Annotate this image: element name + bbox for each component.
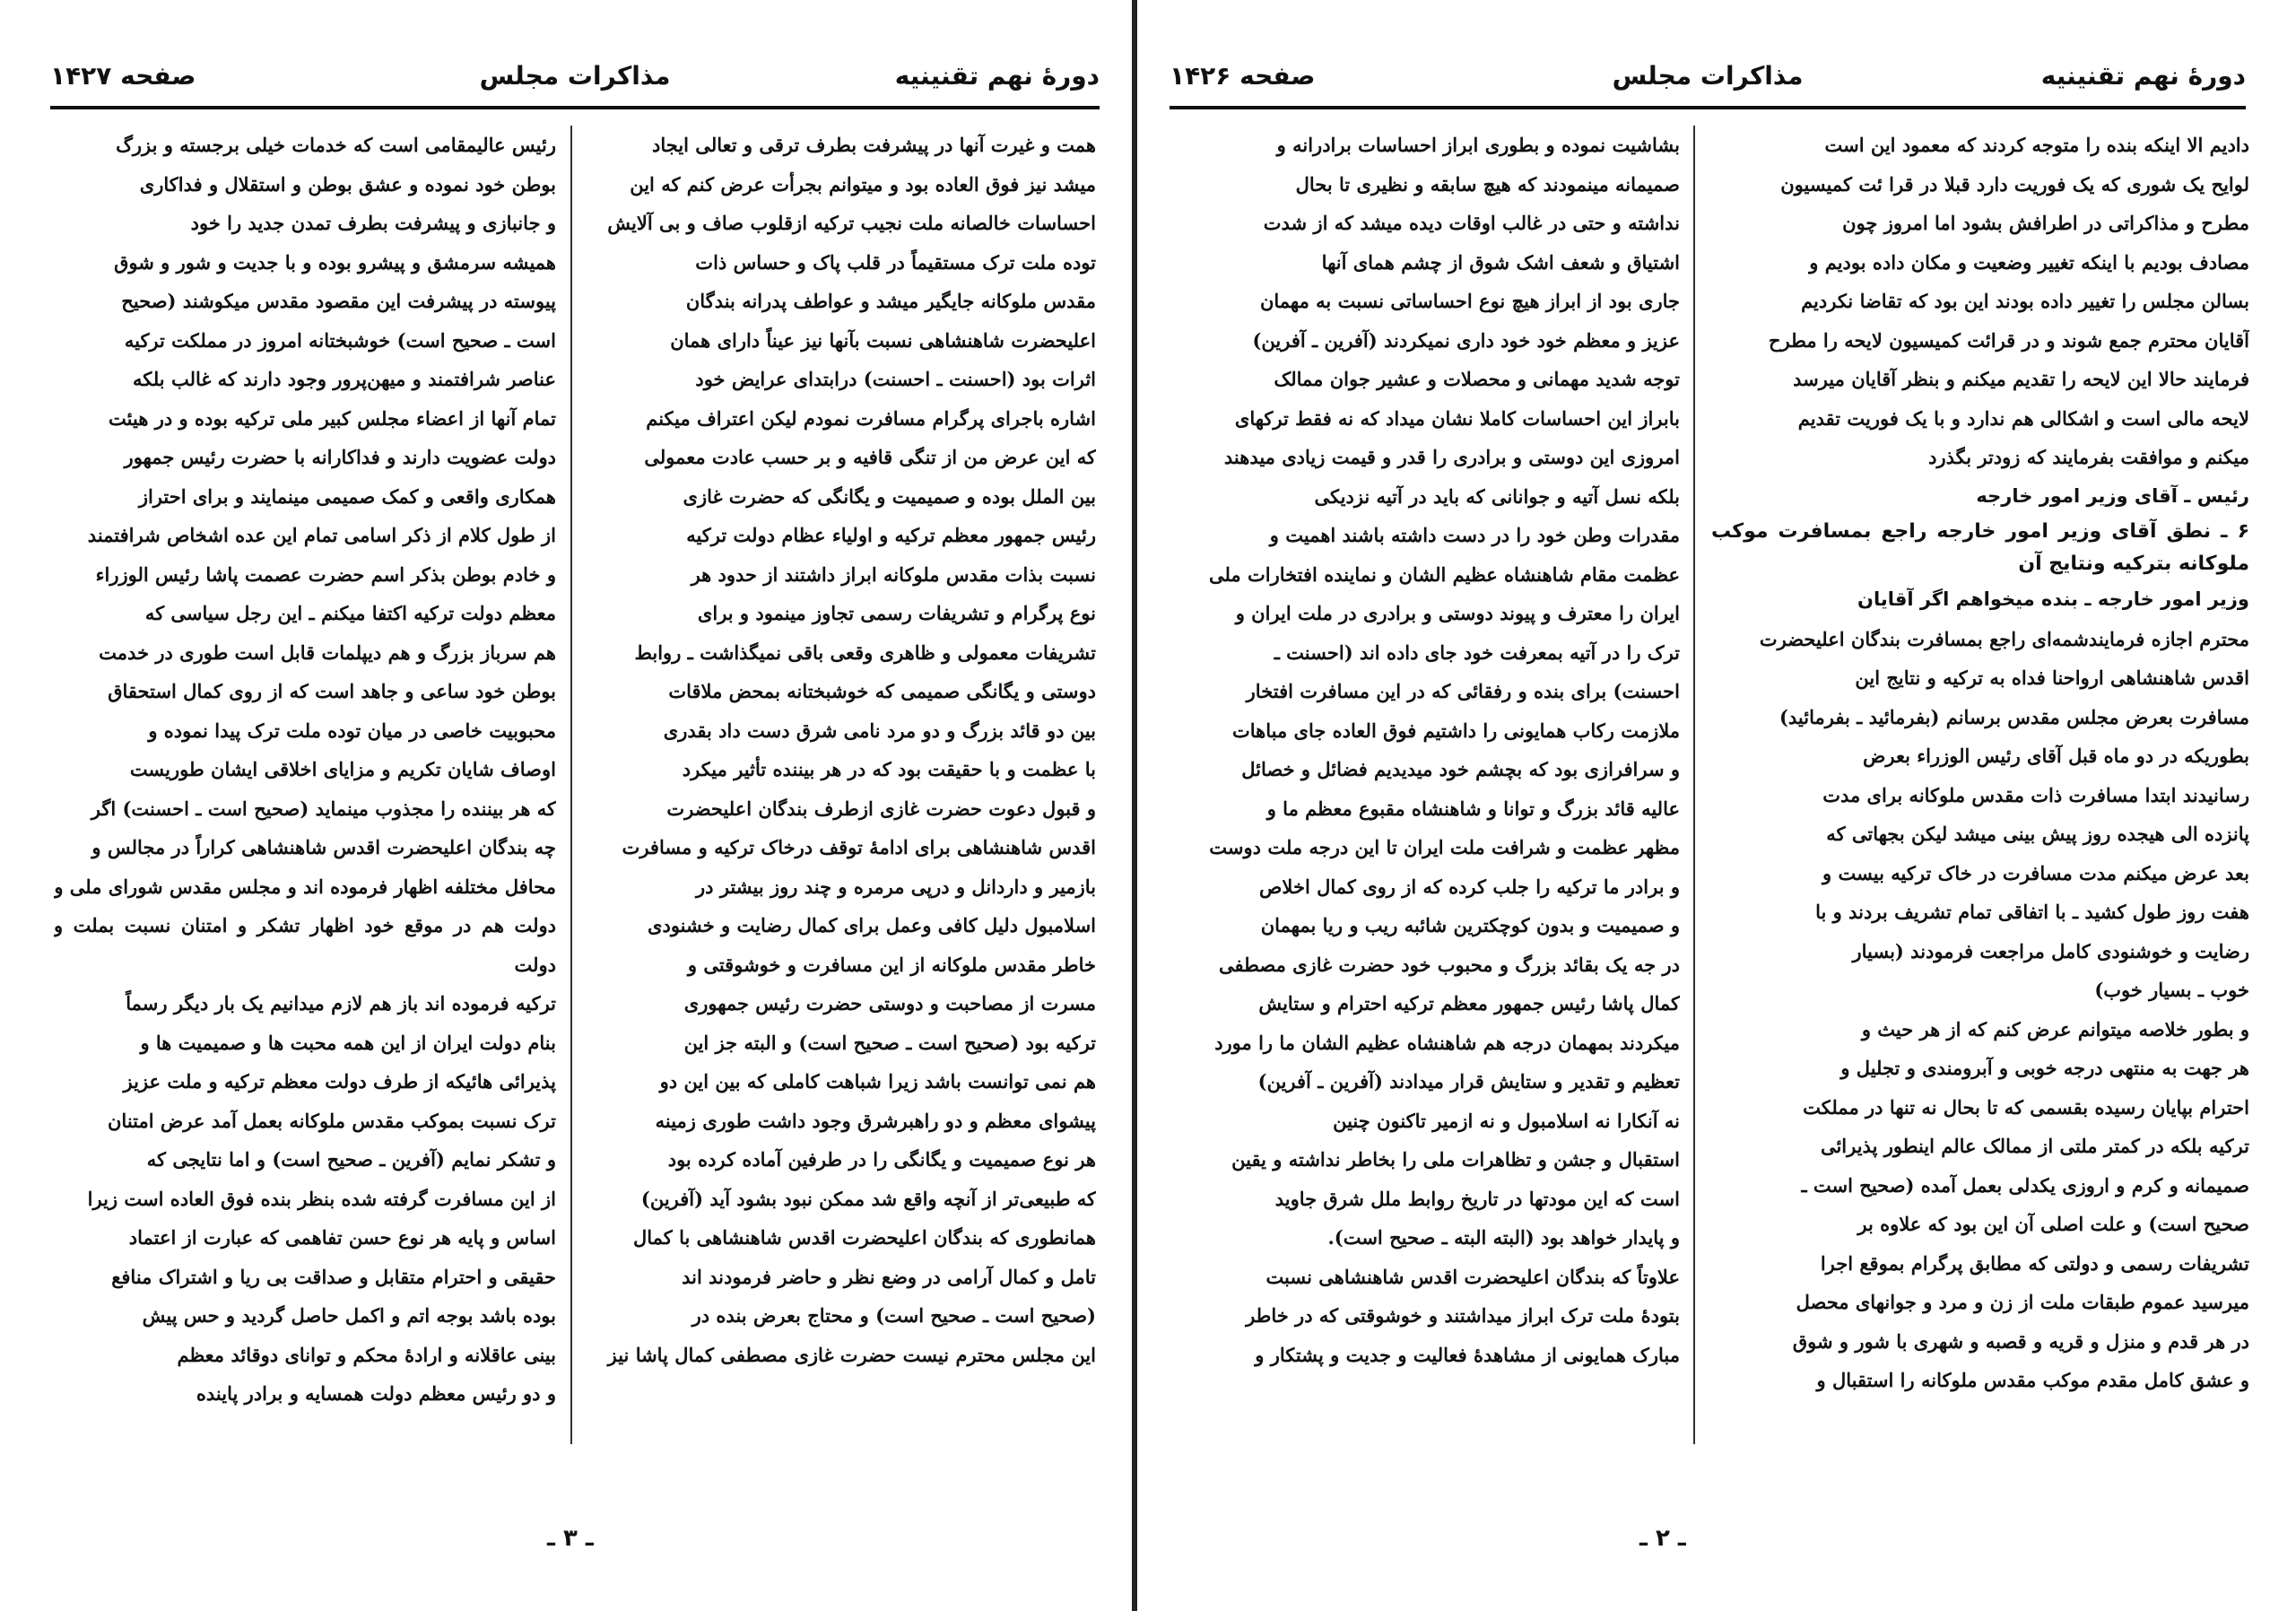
text-line: مطرح و مذاکراتی در اطرافش بشود اما امروز چون (1842, 212, 2249, 234)
page-number: صفحه ۱۴۲۶ (1170, 61, 1316, 91)
text-line: پانزده الی هیجده روز پیش بینی میشد لیکن بجهاتی که (1826, 823, 2249, 845)
text-line: بوطن خود نموده و عشق بوطن و استقلال و فداکاری (139, 172, 556, 196)
text-line: با عظمت و با حقیقت بود که در هر بیننده تأثیر میکرد (682, 758, 1096, 780)
text-line: نه آنکارا نه اسلامبول و نه ازمیر تاکنون چنین (1333, 1109, 1680, 1132)
text-line: اشاره باجرای پرگرام مسافرت نمودم لیکن اعتراف میکنم (646, 406, 1096, 430)
left-page-header (50, 54, 1100, 108)
left-page-column-right (585, 126, 1096, 1462)
text-line: بوطن خود ساعی و جاهد است که از روی کمال استحقاق (108, 680, 556, 702)
text-line: خوب ـ بسیار خوب) (2094, 979, 2249, 1001)
right-page-header (1170, 54, 2246, 108)
text-line: میرسید عموم طبقات ملت از زن و مرد و جوانهای محصل (1796, 1291, 2249, 1313)
text-line: تشریفات رسمی و دولتی که مطابق پرگرام بموقع اجرا (1820, 1251, 2249, 1275)
text-line: تشریفات معمولی و ظاهری وقعی باقی نمیگذاشت ـ روابط (634, 640, 1096, 664)
text-line: اساس و پایه هر نوع حسن تفاهمی که عبارت از اعتماد (128, 1226, 556, 1249)
text-line: نسبت بذات مقدس ملوکانه ابراز داشتند از حدود هر (691, 562, 1096, 586)
text-line: بنام دولت ایران از این همه محبت ها و صمیمیت ها و (140, 1031, 556, 1054)
text-line: از این مسافرت گرفته شده بنظر بنده فوق العاده است زیرا (87, 1187, 556, 1210)
text-line: تعظیم و تقدیر و ستایش قرار میدادند (آفرین ـ آفرین) (1257, 1070, 1680, 1093)
text-line: اوصاف شایان تکریم و مزایای اخلاقی ایشان طوریست (129, 758, 556, 780)
text-line: از طول کلام از ذکر اسامی تمام این عده اشخاص شرافتمند (87, 524, 556, 546)
text-line: ایران را معترف و پیوند دوستی و برادری در ملت ایران و (1235, 602, 1680, 624)
text-line: دوستی و یگانگی صمیمی که خوشبختانه بمحض ملاقات (668, 680, 1096, 702)
text-line: مقدس ملوکانه جایگیر میشد و عواطف پدرانه بندگان (685, 290, 1096, 312)
text-line: که هر بیننده را مجذوب مینماید (صحیح است ـ احسنت) اگر (91, 797, 556, 820)
text-line: هر نوع صمیمیت و یگانگی را در طرفین آماده کرده بود (667, 1148, 1096, 1171)
left-page-column-left (54, 126, 556, 1462)
text-line: توده ملت ترک مستقیماً در قلب پاک و حساس ذات (695, 250, 1096, 274)
text-line: و پایدار خواهد بود (البته البته ـ صحیح است). (1327, 1226, 1680, 1249)
text-line: همکاری واقعی و کمک صمیمی مینمایند و برای احتراز (138, 484, 556, 508)
text-line: اشتیاق و شعف اشک شوق از چشم همای آنها (1321, 250, 1680, 274)
header-rule (1170, 106, 2246, 109)
text-line: ترکیه فرموده اند باز هم لازم میدانیم یک بار دیگر رسماً (126, 992, 556, 1014)
section-heading: ۶ ـ نطق آقای وزیر امور خارجه راجع بمسافرت موکب ملوکانه بترکیه ونتایج آن (1711, 520, 2249, 575)
text-line: کمال پاشا رئیس جمهور معظم ترکیه احترام و ستایش (1258, 992, 1680, 1014)
text-line: بسالن مجلس را تغییر داده بودند این بود که تقاضا نکردیم (1801, 290, 2249, 312)
text-line: استقبال و جشن و تظاهرات ملی را بخاطر نداشته و یقین (1231, 1148, 1680, 1171)
text-line: و تشکر نمایم (آفرین ـ صحیح است) و اما نتایجی که (146, 1148, 556, 1171)
text-line: که این عرض من از تنگی قافیه و بر حسب عادت معمولی (644, 446, 1096, 468)
text-line: جاری بود از ابراز هیچ نوع احساساتی نسبت به مهمان (1259, 290, 1680, 312)
text-line: است که این مودتها در تاریخ روابط ملل شرق جاوید (1274, 1187, 1680, 1210)
text-line: مسافرت بعرض مجلس مقدس برسانم (بفرمائید ـ بفرمائید) (1779, 705, 2249, 728)
text-line: امروزی این دوستی و برادری را قدر و قیمت زیادی میدهند (1223, 446, 1680, 468)
text-line: عالیه قائد بزرگ و توانا و شاهنشاه مقبوع معظم ما و (1266, 797, 1680, 820)
text-line: تمام آنها از اعضاء مجلس کبیر ملی ترکیه بوده و در هیئت (109, 406, 556, 430)
text-line: و خادم بوطن بذکر اسم حضرت عصمت پاشا رئیس الوزراء (95, 562, 556, 586)
text-line: ملازمت رکاب همایونی را داشتیم فوق العاده جای مباهات (1232, 718, 1680, 742)
text-line: مصادف بودیم با اینکه تغییر وضعیت و مکان داده بودیم و (1809, 250, 2249, 274)
right-page (1137, 0, 2296, 1611)
text-line: ترکیه بود (صحیح است ـ صحیح است) و البته جز این (683, 1031, 1096, 1054)
text-line: لایحه مالی است و اشکالی هم ندارد و با یک فوریت تقدیم (1797, 406, 2249, 430)
text-line: که طبیعی‌تر از آنچه واقع شد ممکن نبود بشود آید (آفرین) (640, 1187, 1096, 1210)
page-folio: ـ ۳ ـ (547, 1525, 594, 1552)
text-line: بینی عاقلانه و ارادهٔ محکم و توانای دوقائد معظم (177, 1343, 556, 1366)
text-line: هم نمی توانست باشد زیرا شباهت کاملی که بین این دو (659, 1070, 1096, 1093)
text-line: همیشه سرمشق و پیشرو بوده و با جدیت و شور و شوق (114, 250, 556, 274)
text-line: پیوسته در پیشرفت این مقصود مقدس میکوشند (صحیح (121, 290, 556, 312)
text-line: ترک نسبت بموکب مقدس ملوکانه بعمل آمد عرض امتنان (108, 1109, 556, 1132)
text-line: (صحیح است ـ صحیح است) و محتاج بعرض بنده در (691, 1304, 1096, 1327)
text-line: هر جهت به منتهی درجه خوبی و آبرومندی و تجلیل و (1840, 1057, 2249, 1079)
text-line: رسانیدند ابتدا مسافرت ذات مقدس ملوکانه برای مدت (1822, 783, 2249, 806)
text-line: هفت روز طول کشید ـ با اتفاقی تمام تشریف بردند و با (1815, 901, 2249, 923)
right-page-column-left (1173, 126, 1680, 1462)
left-page (0, 0, 1132, 1611)
text-line: اقدس شاهنشاهی ارواحنا فداه به ترکیه و نتایج این (1855, 666, 2249, 689)
text-line: پیشوای معظم و دو راهبرشرق وجود داشت طوری زمینه (655, 1109, 1096, 1132)
speaker-line: رئیس ـ آقای وزیر امور خارجه (1976, 484, 2249, 507)
text-line: مبارک همایونی از مشاهدهٔ فعالیت و جدیت و پشتکار و (1255, 1343, 1680, 1366)
text-line: مقدرات وطن خود را در دست داشته باشند اهمیت و (1269, 524, 1680, 546)
page-title: مذاکرات مجلس (479, 61, 671, 91)
text-line: احساسات خالصانه ملت نجیب ترکیه ازقلوب صاف و بی آلایش (607, 212, 1096, 234)
text-line: میکردند بمهمان درجه هم شاهنشاه عظیم الشان ما را مورد (1214, 1031, 1680, 1054)
text-line: بین دو قائد بزرگ و دو مرد نامی شرق دست داد بقدری (663, 718, 1096, 742)
text-line: و قبول دعوت حضرت غازی ازطرف بندگان اعلیحضرت (666, 797, 1096, 820)
text-line: است ـ صحیح است) خوشبختانه امروز در مملکت ترکیه (124, 328, 556, 352)
speaker-line: وزیر امور خارجه ـ بنده میخواهم اگر آقایان (1857, 588, 2249, 610)
text-line: علاوتاً که بندگان اعلیحضرت اقدس شاهنشاهی نسبت (1265, 1265, 1680, 1288)
text-line: در جه یک بقائد بزرگ و محبوب خود حضرت غازی مصطفی (1219, 953, 1680, 976)
text-line: بتودهٔ ملت ترک ابراز میداشتند و خوشوقتی که در خاطر (1246, 1304, 1680, 1327)
header-rule (50, 106, 1100, 109)
text-line: محبوبیت خاصی در میان توده ملت ترک پیدا نموده و (148, 718, 556, 742)
text-line: حقیقی و احترام متقابل و صداقت بی ریا و اشتراک منافع (111, 1265, 556, 1288)
text-line: بوده باشد بوجه اتم و اکمل حاصل گردید و حس پیش (142, 1304, 556, 1327)
text-line: بشاشیت نموده و بطوری ابراز احساسات برادرانه و (1276, 134, 1680, 156)
text-line: و صمیمیت و بدون کوچکترین شائبه ریب و ریا بمهمان (1260, 914, 1680, 936)
text-line: بازمیر و داردانل و درپی مرمره و چند روز بیشتر در (696, 875, 1096, 898)
column-divider (570, 126, 572, 1444)
text-line: رئیس جمهور معظم ترکیه و اولیاء عظام دولت ترکیه (686, 524, 1096, 546)
page-title: مذاکرات مجلس (1612, 61, 1804, 91)
text-line: اعلیحضرت شاهنشاهی نسبت بآنها نیز عیناً دارای همان (670, 328, 1096, 352)
page-number: صفحه ۱۴۲۷ (50, 61, 196, 91)
text-line: تامل و کمال آرامی در وضع نظر و حاضر فرمودند اند (682, 1265, 1096, 1288)
text-line: دادیم الا اینکه بنده را متوجه کردند که معمود این است (1824, 134, 2249, 156)
column-divider (1693, 126, 1695, 1444)
text-line: و دو رئیس معظم دولت همسایه و برادر پاینده (196, 1382, 556, 1405)
text-line: دولت عضویت دارند و فداکارانه با حضرت رئیس جمهور (124, 446, 556, 468)
page-folio: ـ ۲ ـ (1639, 1525, 1686, 1552)
text-line: و بطور خلاصه میتوانم عرض کنم که از هر حیث و (1861, 1017, 2249, 1041)
text-line: پذیرائی هائیکه از طرف دولت معظم ترکیه و ملت عزیز (123, 1070, 556, 1093)
text-line: عناصر شرافتمند و میهن‌پرور وجود دارند که غالب بلکه (133, 368, 556, 390)
text-line: صمیمانه مینمودند که هیچ سابقه و نظیری تا بحال (1295, 172, 1680, 196)
right-page-column-right (1711, 126, 2249, 1462)
text-line: نداشته و حتی در غالب اوقات دیده میشد که از شدت (1263, 212, 1680, 234)
text-line: بعد عرض میکنم مدت مسافرت در خاک ترکیه بیست و (1822, 861, 2249, 884)
text-line: هم سرباز بزرگ و هم دیپلمات قابل است طوری در خدمت (99, 640, 556, 664)
text-line: و سرافرازی بود که بچشم خود میدیدیم فضائل و خصائل (1241, 758, 1680, 780)
text-line: میکنم و موافقت بفرمایند که زودتر بگذرد (1928, 446, 2249, 468)
text-line: صحیح است) و علت اصلی آن این بود که علاوه بر (1857, 1213, 2249, 1235)
text-line: میشد نیز فوق العاده بود و میتوانم بجرأت عرض کنم که این (630, 172, 1096, 196)
text-line: بطوریکه در دو ماه قبل آقای رئیس الوزراء بعرض (1863, 745, 2249, 767)
text-line: احترام بپایان رسیده بقسمی که تا بحال نه تنها در مملکت (1803, 1095, 2249, 1119)
text-line: لوایح یک شوری که یک فوریت دارد قبلا در قرا ئت کمیسیون (1780, 172, 2249, 196)
text-line: بلکه نسل آتیه و جوانانی که باید در آتیه نزدیکی (1314, 484, 1680, 508)
text-line: عزیز و معظم خود خود داری نمیکردند (آفرین ـ آفرین) (1252, 328, 1680, 352)
text-line: احسنت) برای بنده و رفقائی که در این مسافرت افتخار (1246, 680, 1680, 702)
text-line: ترک را در آتیه بمعرفت خود جای داده اند (احسنت ـ (1274, 640, 1680, 664)
text-line: اقدس شاهنشاهی برای ادامهٔ توقف درخاک ترکیه و مسافرت (622, 836, 1096, 858)
text-line: بابراز این احساسات کاملا نشان میداد که نه فقط ترکهای (1234, 406, 1680, 430)
text-line: دولت هم در موقع خود اظهار تشکر و امتنان نسبت بملت و دولت (54, 914, 556, 976)
text-line: خاطر مقدس ملوکانه از این مسافرت و خوشوقتی و (687, 953, 1096, 976)
text-line: مسرت از مصاحبت و دوستی حضرت رئیس جمهوری (683, 992, 1096, 1014)
text-line: اثرات بود (احسنت ـ احسنت) درابتدای عرایض خود (695, 368, 1096, 390)
text-line: همانطوری که بندگان اعلیحضرت اقدس شاهنشاهی با کمال (632, 1226, 1096, 1249)
text-line: معظم دولت ترکیه اکتفا میکنم ـ این رجل سیاسی که (144, 602, 556, 624)
text-line: ترکیه بلکه در کمتر ملتی از ممالک عالم اینطور پذیرائی (1820, 1135, 2249, 1157)
text-line: صمیمانه و کرم و اروزی یکدلی بعمل آمده (صحیح است ـ (1801, 1173, 2249, 1197)
text-line: توجه شدید مهمانی و محصلات و عشیر جوان ممالک (1274, 368, 1680, 390)
text-line: و جانبازی و پیشرفت بطرف تمدن جدید را خود (190, 212, 556, 234)
text-line: محترم اجازه فرمایندشمه‌ای راجع بمسافرت بندگان اعلیحضرت (1759, 627, 2249, 650)
session-label: دورهٔ نهم تقنینیه (2040, 61, 2246, 91)
text-line: رئیس عالیمقامی است که خدمات خیلی برجسته و بزرگ (116, 134, 556, 156)
text-line: نوع پرگرام و تشریفات رسمی تجاوز مینمود و برای (697, 602, 1096, 624)
text-line: چه بندگان اعلیحضرت اقدس شاهنشاهی کراراً در مجالس و (91, 836, 556, 858)
text-line: فرمایند حالا این لایحه را تقدیم میکنم و بنظر آقایان میرسد (1793, 368, 2249, 390)
text-line: این مجلس محترم نیست حضرت غازی مصطفی کمال پاشا نیز (607, 1343, 1096, 1366)
text-line: اسلامبول دلیل کافی وعمل برای کمال رضایت و خشنودی (648, 914, 1096, 936)
text-line: و برادر ما ترکیه را جلب کرده که از روی کمال اخلاص (1259, 875, 1680, 898)
text-line: عظمت مقام شاهنشاه عظیم الشان و نماینده افتخارات ملی (1208, 562, 1680, 586)
text-line: و عشق کامل مقدم موکب مقدس ملوکانه را استقبال و (1816, 1369, 2249, 1391)
text-line: همت و غیرت آنها در پیشرفت بطرف ترقی و تعالی ایجاد (652, 134, 1096, 156)
text-line: بین الملل بوده و صمیمیت و یگانگی که حضرت غازی (683, 484, 1096, 508)
text-line: مظهر عظمت و شرافت ملت ایران تا این درجه ملت دوست (1209, 836, 1680, 858)
text-line: در هر قدم و منزل و قریه و قصبه و شهری با شور و شوق (1792, 1329, 2249, 1353)
text-line: رضایت و خوشنودی کامل مراجعت فرمودند (بسیار (1852, 939, 2249, 962)
text-line: آقایان محترم جمع شوند و در قرائت کمیسیون لایحه را مطرح (1769, 328, 2249, 352)
text-line: محافل مختلفه اظهار فرموده اند و مجلس مقدس شورای ملی و (54, 875, 556, 898)
session-label: دورهٔ نهم تقنینیه (894, 61, 1100, 91)
